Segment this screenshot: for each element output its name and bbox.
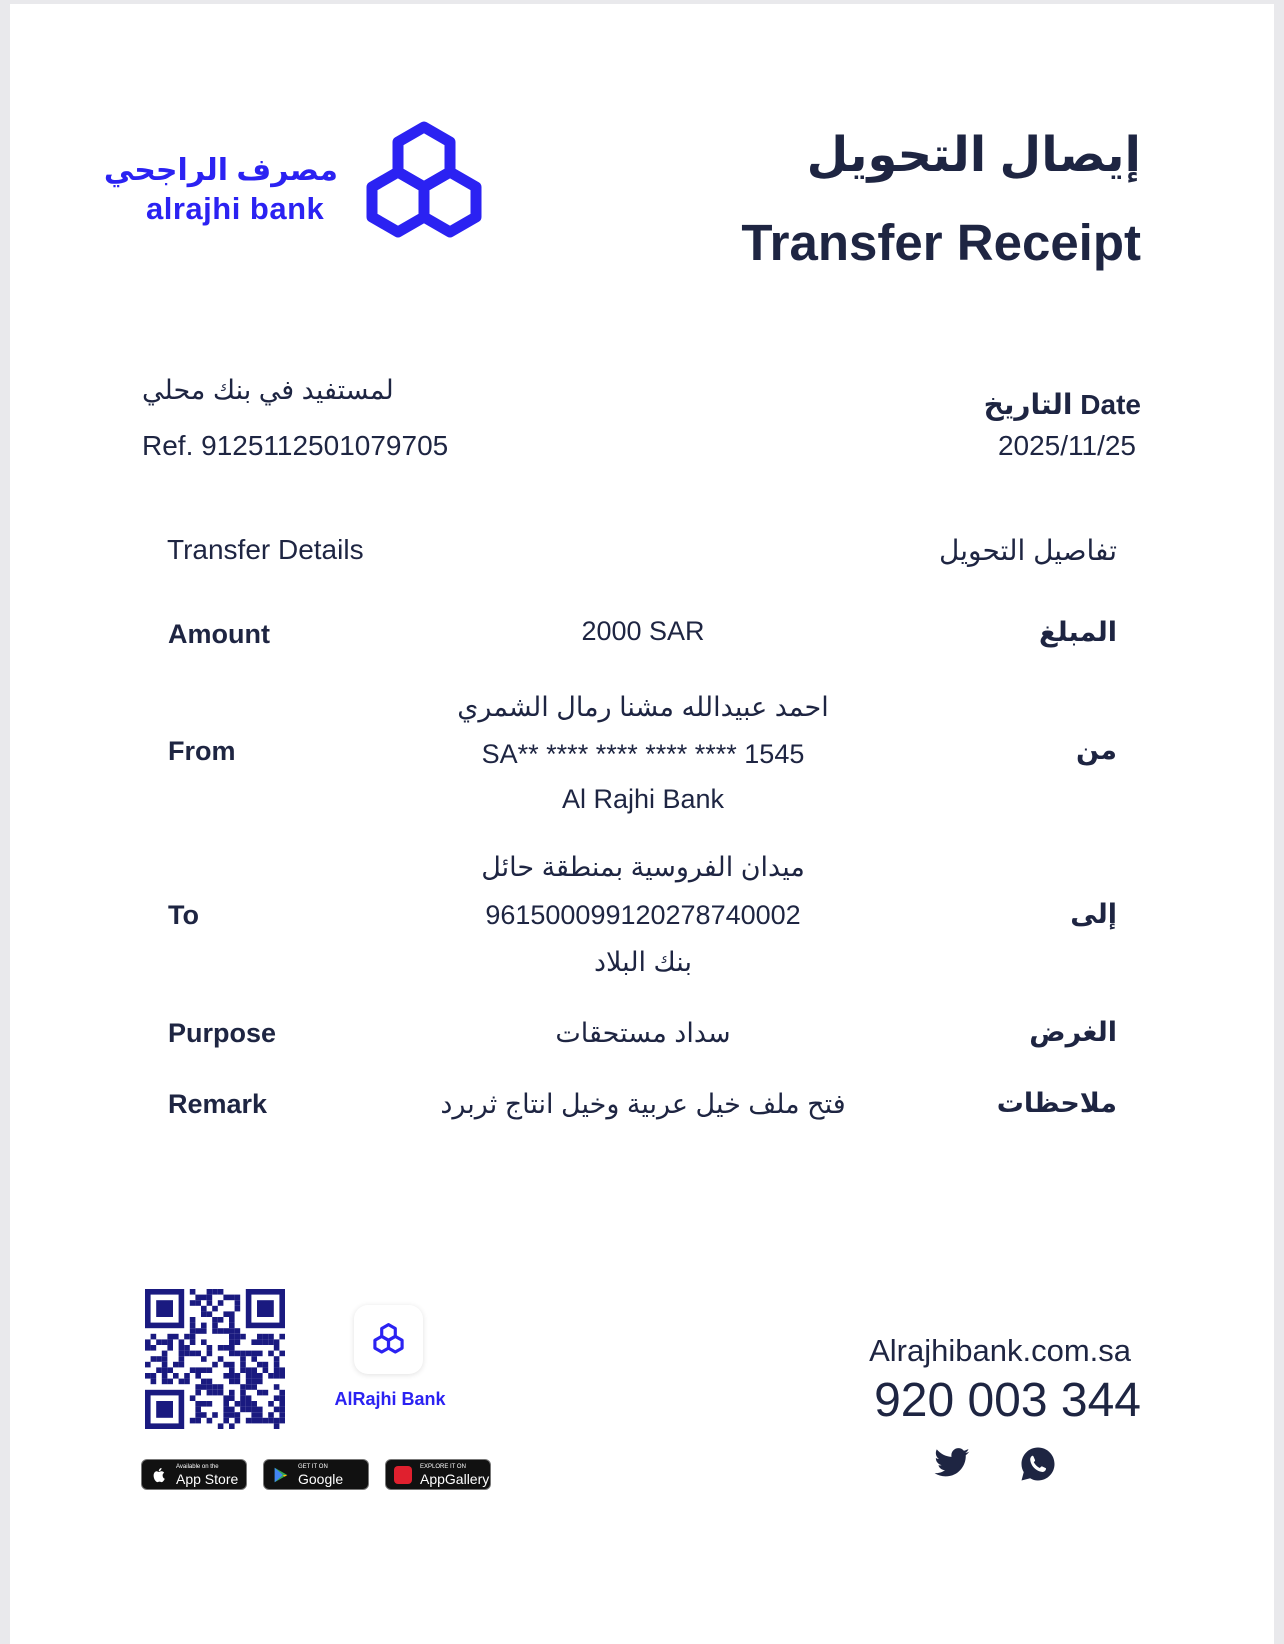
from-label-ar: من [1075, 735, 1117, 765]
date-value: 2025/11/25 [997, 430, 1136, 461]
google-play-icon [272, 1466, 290, 1484]
reference-number: Ref. 9125112501079705 [142, 430, 449, 461]
from-account: SA** **** **** **** **** 1545 [481, 739, 805, 769]
title-arabic: إيصال التحويل [806, 129, 1141, 182]
huawei-icon [394, 1466, 412, 1484]
beneficiary-type: لمستفيد في بنك محلي [142, 375, 394, 405]
qr-code [145, 1289, 285, 1429]
to-bank: بنك البلاد [594, 947, 692, 977]
logo-text-english: alrajhi bank [146, 191, 325, 226]
alrajhi-app-logo-icon [354, 1305, 423, 1374]
apple-icon [150, 1466, 168, 1484]
from-label-en: From [168, 736, 236, 766]
purpose-value: سداد مستحقات [555, 1018, 731, 1048]
google-play-badge[interactable] [263, 1459, 369, 1503]
app-gallery-badge[interactable] [385, 1459, 491, 1490]
badge-big-text: Google play [298, 1471, 344, 1503]
badge-big-text: AppGallery [420, 1471, 490, 1487]
date-label: التاريخ Date [983, 389, 1141, 420]
remark-value: فتح ملف خيل عربية وخيل انتاج ثربرد [440, 1089, 846, 1119]
phone-number: 920 003 344 [874, 1374, 1141, 1427]
app-icon[interactable] [354, 1305, 423, 1374]
to-label-ar: إلى [1070, 899, 1117, 929]
details-title-arabic: تفاصيل التحويل [939, 535, 1117, 566]
from-name: احمد عبيدالله مشنا رمال الشمري [457, 692, 829, 722]
remark-label-en: Remark [168, 1089, 268, 1119]
badge-small-text: EXPLORE IT ON [420, 1464, 466, 1470]
badge-small-text: GET IT ON [298, 1464, 328, 1470]
amount-label-ar: المبلغ [1039, 617, 1117, 647]
to-label-en: To [168, 900, 199, 930]
alrajhi-logo-icon [358, 120, 490, 248]
logo-text-arabic: مصرف الراجحي [103, 154, 338, 187]
whatsapp-icon[interactable] [1020, 1446, 1056, 1482]
app-store-badge[interactable] [141, 1459, 247, 1490]
badge-big-text: App Store [176, 1471, 239, 1487]
amount-value: 2000 SAR [581, 616, 705, 646]
app-name: AlRajhi Bank [334, 1389, 446, 1409]
purpose-label-ar: الغرض [1029, 1017, 1117, 1047]
purpose-label-en: Purpose [168, 1018, 277, 1048]
to-name: ميدان الفروسية بمنطقة حائل [481, 852, 805, 882]
details-title-english: Transfer Details [167, 534, 364, 565]
amount-label-en: Amount [168, 619, 270, 649]
title-english: Transfer Receipt [741, 214, 1141, 271]
from-bank: Al Rajhi Bank [561, 784, 725, 814]
to-account: 961500099120278740002 [485, 900, 801, 930]
twitter-icon[interactable] [933, 1447, 971, 1481]
badge-small-text: Available on the [176, 1464, 219, 1470]
website-link[interactable]: Alrajhibank.com.sa [869, 1333, 1131, 1368]
remark-label-ar: ملاحظات [996, 1088, 1117, 1118]
